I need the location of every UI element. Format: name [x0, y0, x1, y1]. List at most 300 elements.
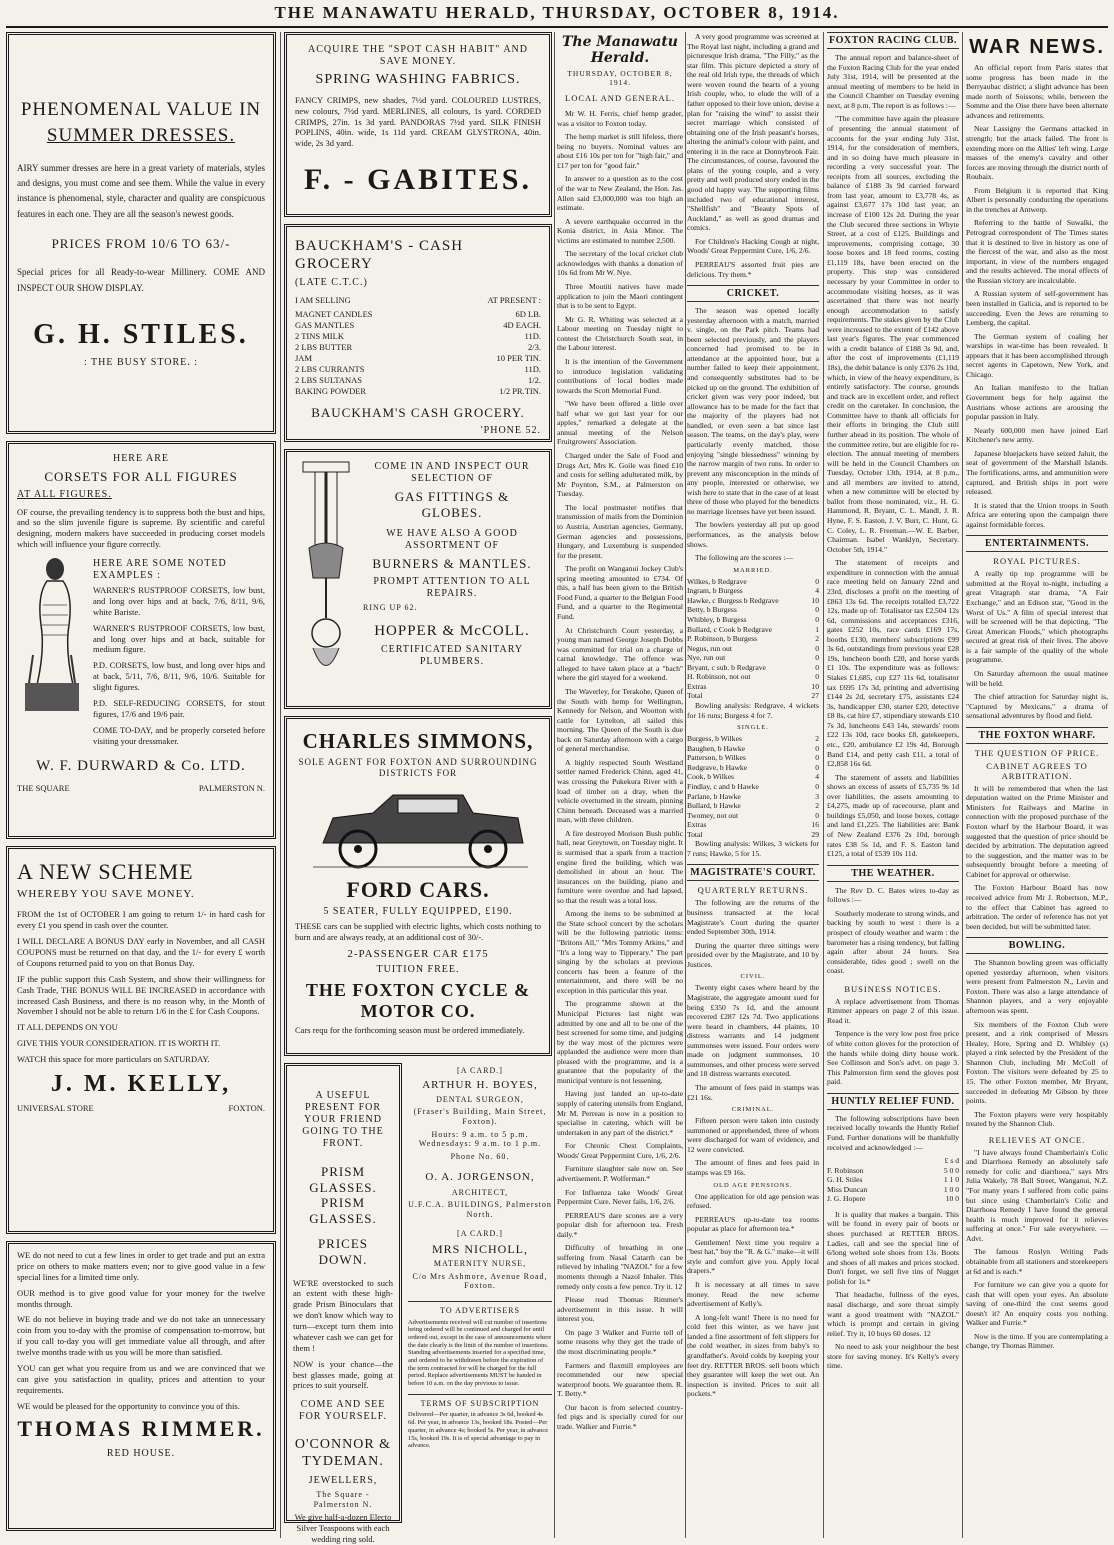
durward-example-1: WARNER'S RUSTPROOF CORSETS, low bust, and long over hips and at back, 7/6, 8/11, 9/6, white Bariste.: [93, 585, 265, 617]
score-name: Bryant, c sub. b Redgrave: [687, 662, 766, 672]
stiles-tagline: : THE BUSY STORE. :: [83, 356, 199, 368]
entertainments-title: ENTERTAINMENTS.: [966, 535, 1108, 552]
criminal-news-list: [687, 1116, 819, 1177]
score-name: Bullard, b Hawke: [687, 801, 741, 811]
score-value: 5 0 0: [943, 1165, 959, 1175]
kelly-body-6: WATCH this space for more particulars on SATURDAY.: [17, 1054, 210, 1065]
kelly-name: J. M. KELLY,: [50, 1070, 232, 1097]
score-value: 0: [815, 576, 819, 586]
local-title: LOCAL AND GENERAL.: [565, 93, 675, 103]
jorgenson-name: O. A. JORGENSON,: [425, 1171, 535, 1184]
pictures-news-list: [687, 32, 819, 279]
simmons-company: THE FOXTON CYCLE & MOTOR CO.: [305, 979, 531, 1021]
oconnor-come: COME AND SEE FOR YOURSELF.: [299, 1399, 387, 1423]
durward-address-left: THE SQUARE: [17, 783, 70, 794]
simmons-seater: 5 SEATER, FULLY EQUIPPED, £190.: [323, 906, 513, 918]
score-row: [687, 734, 819, 744]
news-paragraph: The German system of coaling her warships in war-time has been revealed. It appears that it has been accomplished through secret agents in Capetown, New York, and Chicago.: [966, 331, 1108, 379]
score-row: [687, 605, 819, 615]
news-paragraph: An Italian manifesto to the Italian Government begs for help against the Austrians whose actions are arousing the popular passion in Italy.: [966, 383, 1108, 422]
durward-examples-head: HERE ARE SOME NOTED EXAMPLES :: [93, 558, 227, 582]
news-paragraph: The following are the scores :—: [695, 553, 794, 563]
hopper-title-2: BURNERS & MANTLES.: [372, 556, 532, 572]
news-paragraph: Our bacon is from selected country-fed pigs and is specially cured for our trade. Walker and Furrie.*: [557, 1402, 683, 1431]
news-paragraph: An official report from Paris states that some progress has been made in the Berryaubac district; a slight advance has been made north of Soissons; while, between the Somme and the Oise there have been alternate advances and retirements.: [966, 63, 1108, 120]
news-paragraph: For furniture we can give you a quote for cash that will open your eyes. An absolute saving of one-third the cost seems good doesn't it? An enquiry costs you nothing. Walker and Furrie.*: [966, 1280, 1108, 1328]
score-row: [687, 782, 819, 792]
civil-news-list: [687, 983, 819, 1102]
score-value: 16: [811, 820, 819, 830]
single-label: SINGLE.: [737, 724, 769, 732]
gabites-ad: [284, 32, 552, 217]
bauckham-footer: BAUCKHAM'S CASH GROCERY.: [311, 405, 525, 421]
score-row: [687, 691, 819, 701]
rimmer-body-3: WE do not believe in buying trade and we do not take an unnecessary coin from you to-day with the promise of compensation to-morrow, but if you call to-day you will get immediate value all through, and after twelve months trade with us you will be more than satisfied.: [17, 1314, 265, 1357]
column-rule: [554, 32, 555, 1538]
bauckham-item: 2 LBS SULTANAS 1/2.: [295, 375, 541, 386]
durward-head-2: CORSETS FOR ALL FIGURES: [44, 469, 238, 484]
bauckham-title: BAUCKHAM'S - CASH GROCERY: [295, 238, 464, 272]
news-paragraph: Please read Thomas Rimmer's advertisement in this issue. It will interest you.: [557, 1295, 683, 1324]
news-paragraph: Furniture slaughter sale now on. See advertisement. P. Wolferman.*: [557, 1164, 683, 1183]
paper-logo: The Manawatu Herald.: [562, 34, 678, 66]
simmons-product: FORD CARS.: [346, 876, 490, 902]
huntly-intro: The following subscriptions have been received locally towards the Huntly Relief Fund. Further donations will be thankfully received and acknowledged :—: [827, 1113, 959, 1152]
kelly-store-left: UNIVERSAL STORE: [17, 1103, 94, 1114]
score-name: Betty, b Burgess: [687, 605, 737, 615]
score-row: [687, 763, 819, 773]
simmons-tuition: TUITION FREE.: [376, 963, 460, 975]
score-row: [687, 830, 819, 840]
score-value: 0: [815, 781, 819, 791]
huntly-rows: [827, 1166, 959, 1204]
news-paragraph: Japanese bluejackets have seized Jaluit, the seat of government of the Marshall Islands. The fortifications, arms, and ammunition were captured, and British ships in port were released.: [966, 448, 1108, 497]
news-paragraph: Fifteen person were taken into custody summoned or apprehended, three of whom were discharged for want of evidence, and 12 were convicted.: [687, 1116, 819, 1154]
news-paragraph: Difficulty of breathing in one suffering from Nasal Catarrh can be relieved by inhaling "NAZOL" for a few moments through a Nazol Inhaler. This remedy only costs a few pence. Try it. 12: [557, 1243, 683, 1291]
news-paragraph: It is the intention of the Government to introduce legislation validating contributions of local bodies made towards the Scott Memorial Fund.: [557, 356, 683, 395]
column-4a: [687, 32, 819, 1538]
column-4: [687, 32, 959, 1538]
news-paragraph: A long-felt want! There is no need for cold feet this winter, as we have just landed a fine assortment of felt slippers for the cold weather, in sizes from baby's to grandfather's. Avoid colds by keeping your feet dry. RETTER BROS. sell boots which they guarantee will keep the wet out. An inspection is invited. Prices to suit all pockets.*: [687, 1312, 819, 1399]
score-row: [687, 772, 819, 782]
news-paragraph: For Chronic Chest Complaints, Woods' Great Peppermint Cure, 1/6, 2/6.: [557, 1141, 683, 1160]
news-paragraph: Six members of the Foxton Club were present, and a rink comprised of Messrs Healey, Hore, Spring and D. Whibley (s) played a rink selected by the President of the Shannon Club, including Mr McColl of Foxton. The visitors were defeated by 25 to 15. The other Foxton member, Mr Bryant, succeeded in defeating Mr Gibson by three points.: [966, 1019, 1108, 1106]
news-paragraph: "We have been offered a little over half what we got last year for our apples," remarked a delegate at the annual meeting of the Nelson Fruitgrowers' Association.: [557, 399, 683, 447]
weather-news-list: [827, 886, 959, 976]
news-paragraph: It is quality that makes a bargain. This will be found in every pair of boots or shoes purchased at RETTER BROS. Ladies, call and see the special line of 6/long welted sole shoes from 13s. Boots and shoes of all makes and prices stocked. Don't forget, we sell five tins of Nugget polish for 1s.*: [827, 1209, 959, 1286]
score-row: [687, 615, 819, 625]
wharf-sub-2: CABINET AGREES TO ARBITRATION.: [986, 760, 1088, 781]
score-name: Baughen, b Hawke: [687, 743, 745, 753]
score-row: [687, 663, 819, 673]
score-name: Extras: [687, 820, 707, 830]
single-analysis: Bowling analysis: Wilkes, 3 wickets for 7 runs; Hawke, 5 for 15.: [687, 839, 819, 858]
news-paragraph: PERREAU'S assorted fruit pies are delicious. Try them.*: [687, 259, 819, 279]
score-row: [687, 792, 819, 802]
news-paragraph: A highly respected South Westland settler named Frederick Chinn, aged 41, was crossing the Pukekura River with a load of timber on a dray, when the vehicle overturned in the stream, pinning Chinn beneath. Deceased was a married man, with three children.: [557, 757, 683, 825]
court-news-list: [687, 898, 819, 969]
oconnor-name: O'CONNOR & TYDEMAN.: [294, 1437, 392, 1470]
news-paragraph: A severe earthquake occurred in the Konia district, in Asia Minor. The victims are estimated to number 2,500.: [557, 216, 683, 245]
simmons-foot: Cars requ for the forthcoming season must be ordered immediately.: [295, 1025, 525, 1036]
news-paragraph: Farmers and flaxmill employees are recommended our new special waterproof boots. We guarantee them. R. T. Betty.*: [557, 1360, 683, 1399]
nicholl-label: [A CARD.]: [457, 1229, 503, 1239]
cricket-news-list: [687, 306, 819, 563]
news-paragraph: The Rev D. C. Bates wires to-day as follows :—: [827, 885, 959, 905]
bauckham-ad: [284, 224, 552, 442]
stiles-title-2: SUMMER DRESSES.: [46, 124, 236, 146]
nicholl-address: C/o Mrs Ashmore, Avenue Road, Foxton.: [412, 1271, 548, 1291]
score-value: 2: [815, 634, 819, 644]
paper-date: THURSDAY, OCTOBER 8, 1914.: [567, 69, 673, 87]
column-3: [557, 32, 683, 1538]
rimmer-tagline: RED HOUSE.: [106, 1447, 176, 1459]
oconnor-ad: [284, 1063, 402, 1544]
score-row: [687, 577, 819, 587]
simmons-body: THESE cars can be supplied with electric lights, which costs nothing to burn and are always ready, at an additional cost of 30/-.: [295, 921, 541, 942]
masthead-rule: [6, 26, 1108, 28]
boyes-name: ARTHUR H. BOYES,: [422, 1078, 538, 1091]
news-paragraph: The chief attraction for Saturday night is, "Captured by Mexicans," a drama of sensational adventures by flood and field.: [966, 692, 1108, 721]
gas-lamp-illustration: [295, 458, 357, 688]
news-paragraph: At Christchurch Court yesterday, a young man named George Joseph Dobbs was committed for trial on a charge of carnal knowledge. The offence was alleged to have taken place at a "bach" where the girl stayed for a weekend.: [557, 625, 683, 683]
score-name: Patterson, b Wilkes: [687, 753, 746, 763]
durward-closing: COME TO-DAY, and be properly corseted before visiting your dressmaker.: [93, 724, 265, 746]
news-paragraph: Twenty eight cases where heard by the Magistrate, the aggregate amount sued for being £350 7s 1d, and the amount recovered £287 12s 7d. Two applications were heard in chambers, 44 plaints, 10 distress warrants and 14 judgment summonses were issued. Four orders were made on judgment summonses, 10 summonses, and other process were served and 18 distress warrants executed.: [687, 983, 819, 1079]
news-paragraph: "The committee have again the pleasure of presenting the annual statement of accounts for the year ending July 31st, 1914, for the consideration of members, and in so doing have much pleasure in recording a very successful year. The receipts from all sources, excluding the balance of £188 3s 9d carried forward from last year, amount to £3,778 4s, as against £3,677 17s 10d last year, an increase of £100 12s 2d. During the year the Club secured three sections in Whyte Street, at a cost of £125. Buildings and improvements, comprising cottage, 30 loose boxes and 18 feed rooms, costing £1,119 18s, have been erected on the property. This step was considered necessary by your Committee in order to accommodate visiting horses, as it was ascertained that there was not nearly enough accommodation to satisfy requirements. The stakes given by the Club were increased to the extent of £142 above last year's figures. The year commenced with a credit balance of £188 3s 9d, and, after the cost of improvements (£1,119 18s), the debit balance is only £376 2s 10d, which, in view of the heavy expenditure, is entirely satisfactory. The course, grounds and track are in excellent order, and reflect credit on the caretaker. In conclusion, the Committee have to thank all officials for their efforts in bringing the Club still further ahead in its position. The whole of the committee retire, but are eligible for re-election. The annual meeting of members will be held in the Council Chambers on Tuesday, October 13th, 1914, at 8 p.m., and all members are invited to attend, when a new committee will be elected by ballot from those nominated, viz., H. G. Hammond, R. Bryant, C. L. Mandl, J. R. Hyne, F. S. Easton, J. V. Burr, C. Hunt, G. C. Coley, L. R. Freeman.—W. E. Barber, Chairman. Isabel Wanklyn, Secretary. October 5th, 1914.": [827, 114, 959, 554]
news-paragraph: The statement of receipts and expenditure in connection with the annual race meeting held on January 22nd and 23rd, discloses a profit on the meeting of £863 13s 6d. The receipts totalled £3,722 12s, made up of: Totalisator tax £2,504 12s 6d, commissions and acceptances £316, gates £252 10s, race cards £169 17s, booths £130, members' subscriptions £99 3s 6d, outstandings from previous year £28 19s, luncheon booth £20, and horse yards £1 10s. The expenditure was as follows: Stakes £1,685, cup £27 11s 6d, totalisator tax £695 17s 3d, printing and advertising £144 2s 2d, secretary £75, assistants £24 3s, handicapper £30, starter £20, detective £8 8s, cat hire £7, stipendiary stewards £10 7s 3d, luncheons £43 14s, stewards' room £22 13s 10d, race books £8, gatekeepers, etc., £20, ambulance £2 19s 4d, Borough Band £14, and petty cash £11, a total of £2,858 16s 6d.: [827, 558, 959, 769]
bauckham-item: 2 LBS BUTTER 2/3.: [295, 342, 541, 353]
kelly-body-2: I WILL DECLARE A BONUS DAY early in November, and all CASH COUPONS must be returned on that day, and the 1/- for every £ worth of Coupons returned paid to you on that Bonus Day.: [17, 936, 265, 968]
column-2: [284, 32, 552, 1544]
score-name: Cook, b Wilkes: [687, 772, 735, 782]
news-paragraph: For Influenza take Woods' Great Peppermint Cure. Never fails, 1/6, 2/6.: [557, 1187, 683, 1207]
news-paragraph: The Foxton Harbour Board has now received advice from Mr J. Robertson, M.P., to the effect that Cabinet has agreed to arbitration. The order of reference has not yet been decided, but will be submitted later.: [966, 883, 1108, 931]
news-paragraph: The famous Roslyn Writing Pads obtainable from all stationers and storekeepers at 6d and is each.*: [966, 1247, 1108, 1276]
score-name: Total: [687, 691, 703, 701]
score-row: [687, 744, 819, 754]
card-label: [A CARD.]: [457, 1066, 503, 1075]
score-value: 2: [815, 734, 819, 744]
bauckham-phone: 'PHONE 52.: [480, 425, 541, 437]
news-paragraph: The bowlers yesterday all put up good performances, as the analysis below shows.: [687, 520, 819, 549]
score-name: Negus, run out: [687, 643, 732, 653]
score-row: [827, 1185, 959, 1195]
news-paragraph: Now is the time. If you are contemplating a change, try Thomas Rimmer.: [966, 1331, 1108, 1351]
gabites-line-1: ACQUIRE THE "SPOT CASH HABIT" AND SAVE MONEY.: [308, 44, 528, 67]
bauckham-item: JAM 10 PER TIN.: [295, 353, 541, 364]
boyes-phone: Phone No. 60.: [450, 1151, 510, 1161]
score-value: 0: [815, 753, 819, 763]
news-paragraph: PERREAU'S up-to-date tea rooms popular as place for afternoon tea.*: [687, 1214, 819, 1234]
news-paragraph: On page 3 Walker and Furrie tell of some reasons why they get the trade of the most discriminating people.*: [557, 1327, 683, 1356]
huntly-head: £ s d: [944, 1156, 959, 1166]
score-name: P. Robinson, b Burgess: [687, 634, 758, 644]
gabites-title: SPRING WASHING FABRICS.: [315, 72, 521, 87]
corset-figure-illustration: [17, 555, 87, 715]
news-paragraph: The season was opened locally yesterday afternoon with a match, married v. single, on the Park pitch. Teams had been selected previously, and the players concerned had promised to be in attendance at the appointed hour, but a number failed to keep their appointment, and consequently substitutes had to be picked up on the ground. The exhibition of cricket given was very poor indeed, but allowance has to be made for the fact that the majority of the players had not handled, or even seen a bat since last season. The teams, on the day's play, were particularly evenly matched, those enjoying "single blessedness" winning by the narrow margin of two runs. In order to prevent any misconception in the minds of any people, interested or otherwise, we wish here to state that in the case of at least three of those who played for the benedicts no marriage licenses have yet been issued.: [687, 306, 819, 516]
news-paragraph: The profit on Wanganui Jockey Club's spring meeting amounted to £734. Of this, a half has been given to the British Food Fund, a quarter to the Belgian Food Fund, and a quarter to the Regimental Fund.: [557, 564, 683, 621]
score-value: 1 1 0: [943, 1175, 959, 1185]
rimmer-body-5: WE would be pleased for the opportunity to convince you of this.: [17, 1400, 240, 1411]
score-value: 0: [815, 614, 819, 624]
married-analysis: Bowling analysis: Redgrave, 4 wickets for 16 runs; Burgess 4 for 7.: [687, 701, 819, 720]
kelly-store-right: FOXTON.: [228, 1103, 265, 1114]
durward-head-3: AT ALL FIGURES.: [17, 488, 112, 500]
masthead: THE MANAWATU HERALD, THURSDAY, OCTOBER 8, 1914.: [274, 3, 840, 22]
news-paragraph: A Russian system of self-government has been installed in Galicia, and is reported to be succeeding. Even the Jews are returning to Lemberg, the capital.: [966, 289, 1108, 328]
score-value: 4: [815, 586, 819, 596]
stiles-name: G. H. STILES.: [33, 319, 249, 351]
score-value: 0: [815, 662, 819, 672]
news-paragraph: Mr G. R. Whiting was selected at a Labour meeting on Tuesday night to contest the Christchurch South seat, in the Labour interest.: [557, 314, 683, 353]
score-row: [827, 1194, 959, 1204]
score-value: 27: [811, 691, 819, 701]
news-paragraph: That headache, fullness of the eyes, nasal discharge, and sore throat simply want a good treatment with "NAZOL" which is prompt and certain in giving relief. Try it, 10 buys 60 doses. 12: [827, 1290, 959, 1338]
news-paragraph: "I have always found Chamberlain's Colic and Diarrhoea Remedy an absolutely safe remedy for colic and diarrhoea," says Mrs Julia Wakely, 78 Ball Street, Wanganui, N.Z. "For many years I suffered from colic pains but since using Chamberlain's Colic and Diarrhoea Remedy I have found the general health is much improved for it relieves suffering at once." For sale everywhere. —Advt.: [966, 1147, 1108, 1243]
criminal-label: CRIMINAL.: [731, 1106, 775, 1114]
news-paragraph: Referring to the battle of Suwalki, the Petrograd correspondent of The Times states that it is destined to live in history as one of the fiercest of the war, and also as the most important, in view of the numbers engaged and the results achieved. The moral effects of the Russian victory are incalculable.: [966, 218, 1108, 285]
bauckham-item: 2 TINS MILK 11D.: [295, 331, 541, 342]
news-paragraph: No need to ask your neighbour the best store for saving money. It's Kelly's every time.: [827, 1342, 959, 1371]
news-paragraph: The amount of fees paid in stamps was £21 16s.: [687, 1083, 819, 1102]
score-row: [687, 682, 819, 692]
score-name: J. G. Hopere: [827, 1194, 866, 1204]
war-news-title: WAR NEWS.: [969, 36, 1105, 58]
score-name: F. Robinson: [827, 1165, 864, 1175]
durward-example-2: WARNER'S RUSTPROOF CORSETS, low bust, and long over hips and at back, suitable for medium figure.: [93, 622, 265, 655]
durward-address-right: PALMERSTON N.: [198, 783, 265, 794]
huntly-title: HUNTLY RELIEF FUND.: [827, 1093, 959, 1110]
score-name: Wilkes, b Redgrave: [687, 576, 747, 586]
wharf-sub: THE QUESTION OF PRICE.: [974, 747, 1100, 758]
news-paragraph: During the quarter three sittings were presided over by the Magistrate, and 10 by Justices.: [687, 940, 819, 969]
local-news-list: [557, 109, 683, 1431]
score-row: [687, 644, 819, 654]
hopper-ring: RING UP 62.: [363, 602, 418, 612]
oconnor-body: WE'RE overstocked to such an extent with these high-grade Prism Binoculars that we don't know which way to turn—except turn them into whatever cash we can get for them !: [293, 1277, 393, 1353]
bowling-news-list: [966, 958, 1108, 1129]
score-name: Hawke, c Burgess b Redgrave: [687, 595, 779, 605]
married-label: MARRIED.: [733, 566, 773, 574]
column-rule: [685, 32, 686, 1538]
score-row: [687, 811, 819, 821]
bauckham-intro-right: AT PRESENT :: [487, 295, 541, 305]
jorgenson-address: U.F.C.A. BUILDINGS, Palmerston North.: [408, 1200, 552, 1219]
rimmer-body-2: OUR method is to give good value for your money for the twelve months through.: [17, 1287, 265, 1309]
hopper-line-3: PROMPT ATTENTION TO ALL REPAIRS.: [373, 575, 531, 599]
news-paragraph: Charged under the Sale of Food and Drugs Act, Mrs K. Goile was fined £10 and costs for selling adulterated milk, by Mr Poynton, S.M., at Palmerston on Tuesday.: [557, 451, 683, 499]
simmons-ad: [284, 716, 552, 1056]
rimmer-body-4: YOU can get what you require from us and we are convinced that we can give you satisfaction in quality, prices and attention to your requirements.: [17, 1362, 265, 1395]
bauckham-item: GAS MANTLES 4D EACH.: [295, 320, 541, 331]
nicholl-name: MRS NICHOLL,: [431, 1241, 528, 1256]
durward-ad: [6, 441, 276, 839]
score-row: [687, 625, 819, 635]
stiles-prices: PRICES FROM 10/6 TO 63/-: [51, 235, 231, 251]
score-row: [827, 1175, 959, 1185]
score-value: 1: [815, 624, 819, 634]
score-name: Extras: [687, 681, 707, 691]
news-paragraph: The local postmaster notifies that transmission of mails from the Dominion to Austria, Austrian agencies, Germany, German agencies and possessions, Hungary, and Luxemburg is suspended for the present.: [557, 502, 683, 560]
oconnor-line-1: A USEFUL PRESENT FOR YOUR FRIEND GOING TO THE FRONT.: [302, 1090, 384, 1149]
kelly-body-1: FROM the 1st of OCTOBER I am going to return 1/- in hard cash for every £1 you spend in cash over the counter.: [17, 909, 265, 931]
score-name: Redgrave, b Hawke: [687, 762, 748, 772]
news-paragraph: PERREAU'S dare scones are a very popular dish for afternoon tea. Fresh daily.*: [557, 1210, 683, 1239]
bauckham-intro-left: I AM SELLING: [295, 295, 351, 305]
stiles-body: AIRY summer dresses are here in a great variety of materials, styles and designs, you must come and see them. While the value in every instance is phenomenal, style, character and quality are conspicuous features in each one. They are all the season's newest goods.: [17, 162, 265, 219]
bauckham-item: BAKING POWDER 1/2 PR.TIN.: [295, 386, 541, 397]
score-name: H. Robinson, not out: [687, 672, 751, 682]
kelly-body-4: IT ALL DEPENDS ON YOU: [17, 1022, 118, 1033]
news-paragraph: Tenpence is the very low post free price of white cotton gloves for the protection of the hands while doing dirty house work. See Collinson and Son's advt. on page 3. This Palmerston firm send the gloves post paid.: [827, 1029, 959, 1087]
news-paragraph: The amount of fines and fees paid in stamps was £9 16s.: [687, 1158, 819, 1177]
score-row: [687, 753, 819, 763]
subscription-title: TERMS OF SUBSCRIPTION: [408, 1394, 552, 1409]
gabites-name: F. - GABITES.: [304, 163, 532, 197]
score-value: 3: [815, 791, 819, 801]
score-name: Twomey, not out: [687, 810, 739, 820]
court-sub: QUARTERLY RETURNS.: [697, 885, 809, 896]
stiles-title-1: PHENOMENAL VALUE IN: [20, 99, 262, 120]
score-row: [687, 672, 819, 682]
hopper-ad: [284, 449, 552, 709]
racing-title: FOXTON RACING CLUB.: [827, 32, 959, 49]
news-paragraph: One application for old age pension was refused.: [687, 1191, 819, 1211]
nicholl-title: MATERNITY NURSE,: [433, 1259, 527, 1269]
boyes-hours: Hours: 9 a.m. to 5 p.m. Wednesdays: 9 a.m. to 1 p.m.: [418, 1129, 542, 1149]
stiles-body-2: Special prices for all Ready-to-wear Millinery. COME AND INSPECT OUR SHOW DISPLAY.: [17, 267, 265, 293]
news-paragraph: The following are the returns of the business transacted at the local Magistrate's Court during the quarter ended September 30th, 1914.: [687, 898, 819, 937]
score-value: 4: [815, 772, 819, 782]
score-value: 10: [811, 595, 819, 605]
cricket-title: CRICKET.: [687, 285, 819, 302]
score-value: 1 0 0: [943, 1184, 959, 1194]
news-paragraph: The Waverley, for Terakohe, Queen of the South with hemp for Wellington, Kennedy for Nelson, and Wootton with cattle for Lyttelton, all sailed this morning. The Queen of the South is due back on Saturday afternoon with a cargo of general merchandise.: [557, 686, 683, 754]
entertainments-news-list: [966, 569, 1108, 720]
hopper-line-1: COME IN AND INSPECT OUR SELECTION OF: [374, 461, 530, 484]
hopper-line-2: WE HAVE ALSO A GOOD ASSORTMENT OF: [386, 528, 518, 552]
rimmer-body-1: WE do not need to cut a few lines in order to get trade and put an extra price on others to make matters even; nor to give good value in a few special lines for a limited time only.: [17, 1250, 265, 1282]
score-name: G. H. Stiles: [827, 1175, 863, 1185]
news-paragraph: For Children's Hacking Cough at night, Woods' Great Peppermint Cure, 1/6, 2/6.: [687, 236, 819, 256]
boyes-address: (Fraser's Building, Main Street, Foxton).: [413, 1107, 547, 1126]
news-paragraph: From Belgium it is reported that King Albert is personally conducting the operations in the trenches at Antwerp.: [966, 185, 1108, 214]
score-row: [687, 596, 819, 606]
column-rule: [280, 32, 281, 1538]
hopper-name: HOPPER & McCOLL.: [374, 623, 530, 640]
score-value: 0: [815, 762, 819, 772]
score-value: 2: [815, 801, 819, 811]
score-name: Burgess, b Wilkes: [687, 734, 742, 744]
durward-head-1: HERE ARE: [112, 453, 170, 464]
hopper-tagline: CERTIFICATED SANITARY PLUMBERS.: [380, 644, 524, 668]
kelly-body-5: GIVE THIS YOUR CONSIDERATION. IT IS WORTH IT.: [17, 1038, 221, 1049]
news-paragraph: Near Lassigny the Germans attacked in strength; but the attack failed. The front is extending more on the Allies' left wing. Large masses of the enemy's cavalry and other forces are moving through the district north of Roubaix.: [966, 124, 1108, 182]
ford-car-illustration: [303, 783, 533, 873]
boyes-title: DENTAL SURGEON,: [436, 1094, 524, 1104]
durward-name: W. F. DURWARD & Co. LTD.: [36, 758, 246, 775]
jorgenson-title: ARCHITECT,: [451, 1187, 509, 1197]
score-value: 10 0: [945, 1194, 959, 1204]
pensions-news-list: [687, 1192, 819, 1399]
advertisers-body: Advertisements received will cut number of insertions being ordered will be continued and charged for until ordered out, except in the case of announcements where the date clearly is the limit of the number of insertions. Standing advertisements inserted for a specified time, and ordered to be withdrawn before the expiration of the term contracted for will be charged for the full period. Replace advertisements MUST be handed in before 10 a.m. on the day previous to issue.: [408, 1318, 552, 1388]
score-row: [687, 634, 819, 644]
column-1: [6, 32, 276, 1538]
kelly-subtitle: WHEREBY YOU SAVE MONEY.: [17, 888, 195, 901]
relieves-title: RELIEVES AT ONCE.: [988, 1134, 1086, 1145]
score-name: Whibley, b Burgess: [687, 614, 747, 624]
bowling-title: BOWLING.: [966, 937, 1108, 954]
cards-column: [408, 1063, 552, 1523]
kelly-title: A NEW SCHEME: [17, 859, 194, 884]
bauckham-item: MAGNET CANDLES 6D LB.: [295, 309, 541, 320]
oconnor-title: PRISM GLASSES. PRISM GLASSES.: [309, 1164, 377, 1226]
score-row: [827, 1166, 959, 1176]
news-paragraph: It is stated that the Union troops in South Africa are entering upon the campaign there against formidable forces.: [966, 500, 1108, 529]
kelly-ad: [6, 846, 276, 1234]
news-paragraph: Mr W. H. Ferris, chief hemp grader, was a visitor to Foxton today.: [557, 109, 683, 128]
score-value: 10: [811, 681, 819, 691]
score-name: Nye, run out: [687, 653, 726, 663]
news-paragraph: Gentlemen! Next time you require a "best hat," buy the "R. & G." make—it will style and comfort give you. Apply local drapers.*: [687, 1237, 819, 1276]
score-value: 0: [815, 743, 819, 753]
wharf-news-list: [966, 784, 1108, 931]
simmons-passenger: 2-PASSENGER CAR £175: [347, 947, 489, 960]
relieves-news-list: [966, 1148, 1108, 1351]
news-paragraph: On Saturday afternoon the usual matinee will be held.: [966, 668, 1108, 688]
score-row: [687, 653, 819, 663]
durward-example-3: P.D. CORSETS, low bust, and long over hips and at back, 5/11, 7/6, 8/11, 9/6, 10/6. Suitable for slight figures.: [93, 660, 265, 693]
simmons-name: CHARLES SIMMONS,: [302, 729, 534, 753]
news-paragraph: Southerly moderate to strong winds, and backing by south to west : there is a prospect of cloudy weather and warm : the barometer has a rising tendency, but falling again after about 24 hours. Sea considerable, tides good ; swell on the coast.: [827, 908, 959, 976]
rimmer-name: THOMAS RIMMER.: [17, 1416, 265, 1442]
rimmer-ad: [6, 1241, 276, 1531]
news-paragraph: It will be remembered that when the last deputation waited on the Prime Minister and Ministers for Railways and Marine in connection with the proposed purchase of the Foxton wharf by the Harbour Board, it was suggested that the question of price should be decided by arbitration. The deputation agreed to the suggestion, and the matter was to be subsequently brought before a meeting of Cabinet for approval or otherwise.: [966, 783, 1108, 879]
news-paragraph: In answer to a question as to the cost of the war to New Zealand, the Hon. Jas. Allen said £3,000,000 was too high an estimate.: [557, 174, 683, 213]
war-news-list: [966, 63, 1108, 529]
stiles-ad: [6, 32, 276, 434]
score-name: Ingram, b Burgess: [687, 586, 743, 596]
news-paragraph: Having just landed an up-to-date supply of catering utensils from England, Mr M. Perreau is now in a position to specialise in catering, which will be undertaken in any part of the district.*: [557, 1089, 683, 1137]
business-title: BUSINESS NOTICES.: [844, 983, 942, 994]
married-scores: [687, 577, 819, 701]
kelly-body-3: IF the public support this Cash System, and show their willingness for Cash Trade, THE BONUS WILL BE INCREASED in accordance with increased Cash Business, and there is no reason why, in the Month of November I should not be able to return 1/6 in the £ for Cash Coupons.: [17, 973, 265, 1017]
racing-news-list: [827, 53, 959, 859]
news-paragraph: It is necessary at all times to save money. Read the new scheme advertisement of Kelly's.: [687, 1280, 819, 1309]
news-paragraph: Three Moutiti natives have made application to join the Maori contingent that is to be sent to Egypt.: [557, 282, 683, 311]
oconnor-prices: PRICES DOWN.: [317, 1236, 369, 1267]
news-paragraph: The annual report and balance-sheet of the Foxton Racing Club for the year ended July 31st, 1914, will be presented at the annual meeting of members to be held in the Council Chamber on Tuesday evening next, at 8 p.m. The report is as follows :—: [827, 53, 959, 110]
news-paragraph: A replace advertisement from Thomas Rimmer appears on page 2 of this issue. Read it.: [827, 996, 959, 1025]
score-name: Findlay, c and b Hawke: [687, 781, 759, 791]
bauckham-subtitle: (LATE C.T.C.): [295, 277, 368, 288]
news-paragraph: The hemp market is still lifeless, there being no buyers. Nominal values are about £16 10s per ton for "high fair," and £17 per ton for "good fair.": [557, 132, 683, 170]
civil-label: CIVIL.: [740, 973, 766, 981]
bargain-news-list: [827, 1210, 959, 1371]
single-scores: [687, 734, 819, 839]
durward-body: OF course, the prevailing tendency is to suppress both the bust and hips, and so the slim juvenile figure is supreme. By scientific and careful designing, modern makers have succeeded in producing corset models which will influence your figure correctly.: [17, 506, 265, 550]
court-title: MAGISTRATE'S COURT.: [687, 864, 819, 881]
score-name: Parlane, b Hawke: [687, 791, 741, 801]
oconnor-jewellers: JEWELLERS,: [308, 1474, 378, 1486]
score-row: [687, 586, 819, 596]
wharf-title: THE FOXTON WHARF.: [966, 727, 1108, 744]
news-paragraph: A really tip top programme will be submitted at the Royal to-night, including a great Vitagraph star drama, "A Fair Exchange," and an Edison star, "Good in the Worst of Us." A film of special interest that will be screened will be that depicting, "The Great American Floods," which photographs secured at great risk of their lives. The above is a fair sample of the quality of the whole programme.: [966, 569, 1108, 665]
bauckham-item: 2 LBS CURRANTS 11D.: [295, 364, 541, 375]
news-paragraph: Among the items to be submitted at the State school concert by the scholars will be the following patriotic items: "Britons All," "Mrs Tommy Atkins," and "It's a long way to Tipperary." The part singing by the scholars at previous concerts has been a feature of the entertainment, and there will be no exception in this particular this year.: [557, 909, 683, 995]
news-paragraph: A fire destroyed Morison Bush public hall, near Greytown, on Tuesday night. It is surmised that a spark from a traction engine fired the building, which was demolished in about an hour. The insurances on the building, piano and furniture were overdue and had lapsed, so that the result was a total loss.: [557, 828, 683, 905]
